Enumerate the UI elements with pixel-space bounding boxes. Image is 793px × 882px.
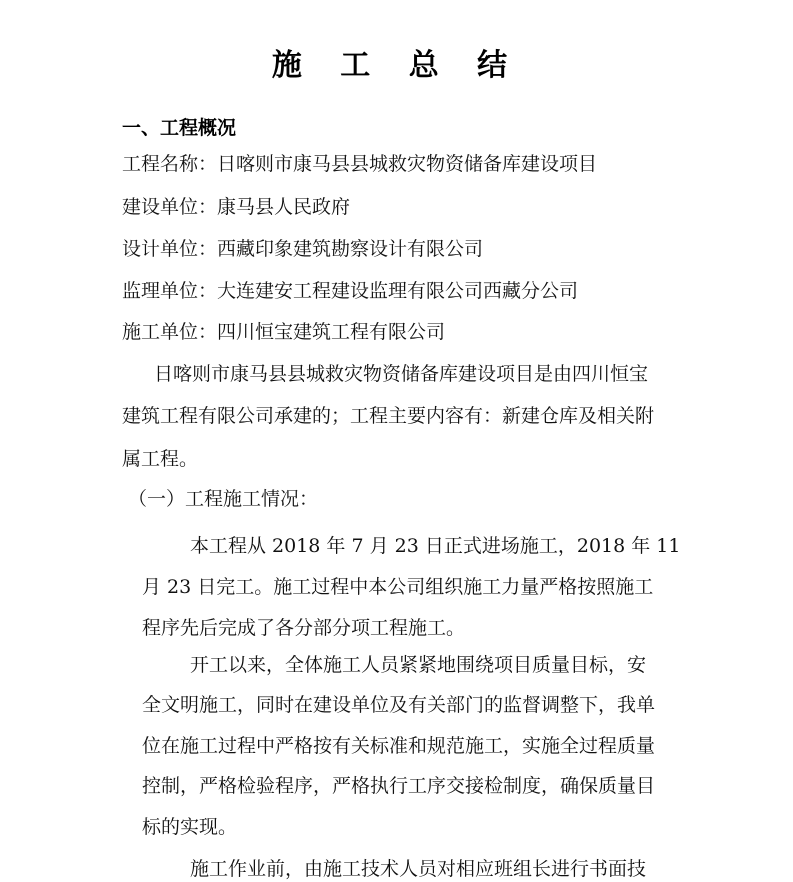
pre-work-paragraph-line: 施工作业前，由施工技术人员对相应班组长进行书面技 <box>190 858 647 880</box>
intro-paragraph-line: 日喀则市康马县县城救灾物资储备库建设项目是由四川恒宝 <box>154 363 649 385</box>
progress-paragraph-line: 程序先后完成了各分部分项工程施工。 <box>142 617 466 639</box>
intro-paragraph-line: 建筑工程有限公司承建的；工程主要内容有：新建仓库及相关附 <box>122 405 655 427</box>
supervision-unit-field: 监理单位：大连建安工程建设监理有限公司西藏分公司 <box>122 280 579 302</box>
quality-paragraph-line: 控制，严格检验程序，严格执行工序交接检制度，确保质量目 <box>142 775 656 797</box>
document-title: 施 工 总 结 <box>271 48 522 83</box>
owner-unit-field: 建设单位：康马县人民政府 <box>122 196 351 218</box>
quality-paragraph-line: 位在施工过程中严格按有关标准和规范施工，实施全过程质量 <box>142 735 656 757</box>
quality-paragraph-line: 开工以来，全体施工人员紧紧地围绕项目质量目标，安 <box>190 654 647 676</box>
quality-paragraph-line: 全文明施工，同时在建设单位及有关部门的监督调整下，我单 <box>142 694 656 716</box>
progress-paragraph-line: 本工程从 2018 年 7 月 23 日正式进场施工，2018 年 11 <box>190 535 681 557</box>
subsection-heading-progress: （一）工程施工情况： <box>128 488 319 510</box>
intro-paragraph-line: 属工程。 <box>122 448 199 470</box>
construction-unit-field: 施工单位：四川恒宝建筑工程有限公司 <box>122 321 446 343</box>
project-name-field: 工程名称：日喀则市康马县县城救灾物资储备库建设项目 <box>122 153 598 175</box>
progress-paragraph-line: 月 23 日完工。施工过程中本公司组织施工力量严格按照施工 <box>142 576 654 598</box>
design-unit-field: 设计单位：西藏印象建筑勘察设计有限公司 <box>122 238 484 260</box>
section-heading-overview: 一、工程概况 <box>122 117 237 139</box>
quality-paragraph-line: 标的实现。 <box>142 816 238 838</box>
